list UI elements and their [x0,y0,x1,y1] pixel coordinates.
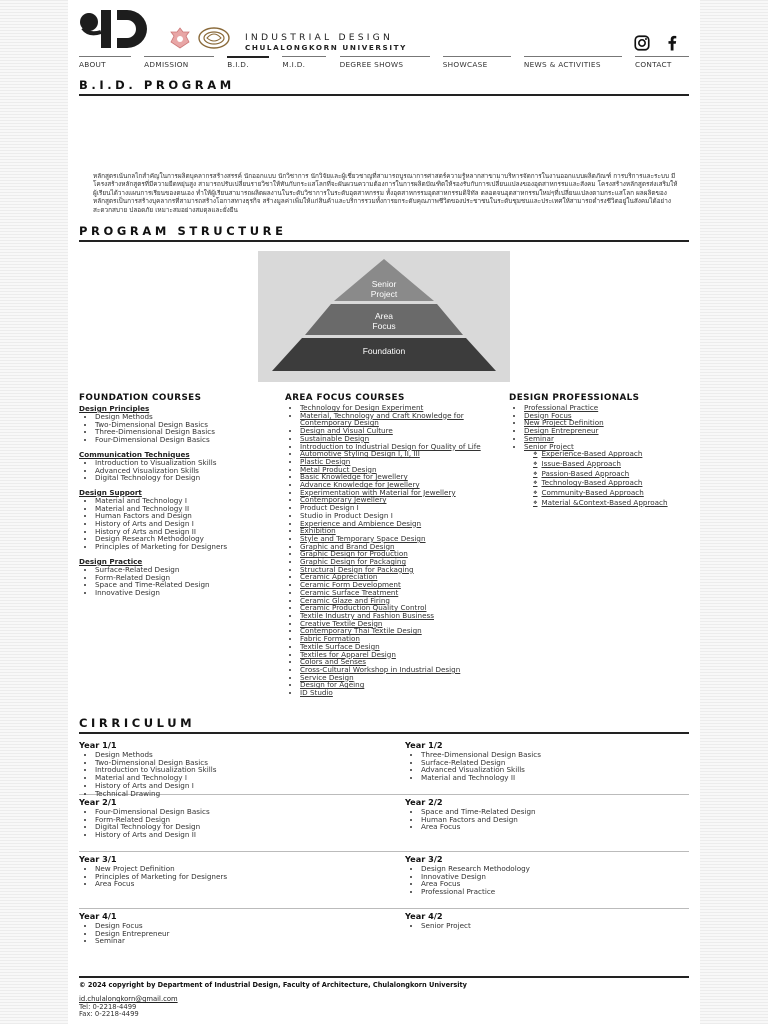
area-course-link[interactable]: • Fabric Formation [300,635,481,643]
course-item: • Design Methods [95,413,279,421]
curriculum-row [79,909,689,965]
course-item: • Advanced Visualization Skills [421,766,705,774]
area-course-link[interactable]: • Ceramic Appreciation [300,573,481,581]
professional-course-link[interactable]: • Professional Practice [524,404,699,412]
course-item: • Introduction to Visualization Skills [95,459,279,467]
semester-block [79,740,379,797]
area-course-link[interactable]: • Sustainable Design [300,435,481,443]
semester-course-list [405,751,705,782]
course-item: • Digital Technology for Design [95,474,279,482]
area-course-link[interactable]: • Graphic Design for Production [300,550,481,558]
semester-block [405,797,705,831]
area-course-link[interactable]: • Textile Industry and Fashion Business [300,612,481,620]
semester-block [79,854,379,888]
pyramid-bottom-label: Foundation [362,346,406,356]
semester-title: Year 3/2 [405,854,443,864]
course-item: • Introduction to Visualization Skills [95,766,379,774]
foundation-group-title: Design Principles [79,404,150,413]
semester-course-list [405,808,705,831]
semester-course-list [405,865,705,896]
professional-course-link[interactable]: • Seminar [524,435,699,443]
course-item: • Three-Dimensional Design Basics [95,428,279,436]
course-item: • Design Methods [95,751,379,759]
nav-item-contact[interactable]: CONTACT [635,56,689,72]
course-item: • Three-Dimensional Design Basics [421,751,705,759]
area-course-link[interactable]: • Textile Surface Design [300,643,481,651]
faculty-emblem-icon [197,26,231,50]
footer [79,976,689,1019]
phone: Tel: 0-2218-4499 [79,1002,137,1011]
area-course-link[interactable]: • Ceramic Surface Treatment [300,589,481,597]
course-item: • Human Factors and Design [95,512,279,520]
course-item: • Advanced Visualization Skills [95,467,279,475]
semester-block [79,797,379,839]
course-item: • Four-Dimensional Design Basics [95,436,279,444]
course-item: • Digital Technology for Design [95,823,379,831]
course-item: • Form-Related Design [95,574,279,582]
nav-item-showcase[interactable]: SHOWCASE [443,56,511,72]
area-course-link[interactable]: • Graphic Design for Packaging [300,558,481,566]
approach-item: ❖ Experience-Based Approach [542,450,699,460]
professionals-column [509,393,699,508]
course-item: • Principles of Marketing for Designers [95,543,279,551]
approach-item: ❖ Passion-Based Approach [542,470,699,480]
course-item: • History of Arts and Design I [95,520,279,528]
university-emblem-icon [167,26,193,50]
semester-course-list [79,808,379,839]
area-course-link: • Studio in Product Design I [300,512,481,520]
semester-course-list [405,922,705,930]
course-item: • History of Arts and Design II [95,831,379,839]
area-course-link[interactable]: • Material, Technology and Craft Knowledge for Contemporary Design [300,412,481,427]
course-item: • Material and Technology II [421,774,705,782]
facebook-icon[interactable] [663,34,681,52]
area-course-link[interactable]: • Contemporary Jewellery [300,496,481,504]
course-item: • History of Arts and Design II [95,528,279,536]
approach-item: ❖ Community-Based Approach [542,489,699,499]
course-item: • Form-Related Design [95,816,379,824]
main-nav [79,56,689,72]
brand-line-1: INDUSTRIAL DESIGN [245,32,394,43]
course-item: • Innovative Design [421,873,705,881]
professionals-title: DESIGN PROFESSIONALS [509,393,640,403]
curriculum-title: CIRRICULUM [79,716,689,734]
area-focus-title: AREA FOCUS COURSES [285,393,405,403]
course-item: • Space and Time-Related Design [421,808,705,816]
email-link[interactable]: id.chulalongkorn@gmail.com [79,995,178,1003]
professional-course-link[interactable]: • Design Entrepreneur [524,427,699,435]
foundation-title: FOUNDATION COURSES [79,393,202,403]
area-course-link[interactable]: • Style and Temporary Space Design [300,535,481,543]
semester-block [405,854,705,896]
area-focus-column [285,393,481,697]
course-item: • Design Research Methodology [95,535,279,543]
semester-course-list [79,751,379,797]
area-course-link[interactable]: • Textiles for Apparel Design [300,651,481,659]
approach-item: ❖ Material &Context-Based Approach [542,499,699,509]
semester-title: Year 4/2 [405,911,443,921]
area-course-link[interactable]: • Ceramic Form Development [300,581,481,589]
foundation-group-list [79,497,279,551]
semester-block [405,911,705,930]
program-description: หลักสูตรเน้นกลไกสำคัญในการผลิตบุคลากรสร้างสรรค์ นักออกแบบ นักวิชาการ นักวิจัยและผู้เชี่ยวชาญที่สามารถบูรณาการศาสตร์ความรู้หลากสาขามาบริหารจัดการในงานออกแบบผลิตภัณฑ์ การบริการและระบบ มีโครงสร้างหลักสูตรที่มีความยืดหยุ่นสูง สามารถปรับเปลี่ยนรายวิชาให้ทันกับกระแสโลกที่จะผันผวนความต้องการในการผลิตบัณฑิตให้รองรับกับการเปลี่ยนแปลงของอุตสาหกรรมและสังคม โครงสร้างหลักสูตรส่งเสริมให้ผู้เรียนได้วางแผนการเรียนของตนเอง ทำให้ผู้เรียนสามารถผลิตผลงานในระดับวิชาการในระดับอุตสาหกรรม ทั้งอุตสาหกรรมอุตสาหกรรมดิจิทัล ตลอดจนอุตสาหกรรมใหม่ๆที่เปลี่ยนแปลงตามกระแสโลก ผลผลิตของหลักสูตรเป็นการสร้างบุคลากรที่สามารถสร้างโอกาสทางธุรกิจ สร้างมูลค่าเพิ่มให้แก่สินค้าและบริการรวมทั้งการยกระดับคุณภาพชีวิตของประชาชนในระดับชุมชนและประเทศให้สามารถดำรงชีวิตอยู่ในสังคมได้อย่างสะดวกสบาย ปลอดภัย เหมาะสมอย่างสมดุลและยั่งยืน [93,172,678,214]
course-item: • New Project Definition [95,865,379,873]
area-course-link[interactable]: • Creative Textile Design [300,620,481,628]
curriculum-row [79,738,689,798]
senior-project-approaches [524,450,699,508]
course-item: • Professional Practice [421,888,705,896]
nav-item-degree-shows[interactable]: DEGREE SHOWS [340,56,430,72]
area-course-link[interactable]: • Structural Design for Packaging [300,566,481,574]
course-item: • Technical Drawing [95,790,379,798]
semester-title: Year 1/2 [405,740,443,750]
semester-course-list [79,865,379,888]
area-course-link[interactable]: • ID Studio [300,689,481,697]
foundation-group-list [79,459,279,482]
brand-line-2: CHULALONGKORN UNIVERSITY [245,43,407,52]
area-course-link[interactable]: • Basic Knowledge for Jewellery [300,473,481,481]
nav-item-news-activities[interactable]: NEWS & ACTIVITIES [524,56,622,72]
program-title: B.I.D. PROGRAM [79,78,689,96]
instagram-icon[interactable] [633,34,651,52]
course-item: • Innovative Design [95,589,279,597]
course-item: • Design Research Methodology [421,865,705,873]
curriculum-grid [79,738,689,965]
course-item: • Senior Project [421,922,705,930]
area-course-link[interactable]: • Exhibition [300,527,481,535]
area-course-link[interactable]: • Plastic Design [300,458,481,466]
foundation-group-title: Design Support [79,487,142,497]
area-course-link[interactable]: • Introduction to Industrial Design for Quality of Life [300,443,481,451]
professional-course-link[interactable]: • Senior Project ❖ Experience-Based Approach ❖ Issue-Based Approach ❖ Passion-Based Approach ❖ Technology-Based Approach ❖ Community-Based Approach ❖ Material &Context-Based Approach [524,443,699,509]
program-pyramid [258,251,510,382]
semester-course-list [79,922,379,945]
page-inner [79,0,689,1024]
semester-title: Year 2/1 [79,797,117,807]
copyright: © 2024 copyright by Department of Industrial Design, Faculty of Architecture, Chulalongkorn University [79,981,467,989]
course-item: • Four-Dimensional Design Basics [95,808,379,816]
area-course-link[interactable]: • Ceramic Glaze and Firing [300,597,481,605]
pyramid-middle-label: Area Focus [372,311,396,331]
course-item: • Area Focus [421,880,705,888]
nav-item-m-i-d[interactable]: M.I.D. [282,56,326,72]
course-item: • Two-Dimensional Design Basics [95,759,379,767]
professional-course-link[interactable]: • New Project Definition [524,419,699,427]
area-course-link[interactable]: • Graphic and Brand Design [300,543,481,551]
course-item: • Space and Time-Related Design [95,581,279,589]
contact-info [79,996,178,1019]
course-item: • Seminar [95,937,379,945]
course-item: • Material and Technology II [95,505,279,513]
area-course-link[interactable]: • Ceramic Production Quality Control [300,604,481,612]
semester-block [79,911,379,945]
approach-item: ❖ Issue-Based Approach [542,460,699,470]
id-logo[interactable] [75,6,159,52]
area-course-link[interactable]: • Advance Knowledge for Jewellery [300,481,481,489]
semester-title: Year 3/1 [79,854,117,864]
id-logo-icon [75,6,159,52]
course-item: • Design Entrepreneur [95,930,379,938]
course-item: • Human Factors and Design [421,816,705,824]
foundation-group-list [79,413,279,444]
nav-item-admission[interactable]: ADMISSION [144,56,214,72]
nav-item-b-i-d[interactable]: B.I.D. [227,56,269,72]
area-course-link[interactable]: • Contemporary Thai Textile Design [300,627,481,635]
area-course-link[interactable]: • Colors and Senses [300,658,481,666]
course-item: • Area Focus [421,823,705,831]
semester-title: Year 4/1 [79,911,117,921]
foundation-column [79,393,279,597]
area-course-link[interactable]: • Automotive Styling Design I, II, III [300,450,481,458]
course-item: • Two-Dimensional Design Basics [95,421,279,429]
social-links [633,34,681,52]
professional-course-link[interactable]: • Design Focus [524,412,699,420]
curriculum-row [79,795,689,852]
foundation-group-list [79,566,279,597]
course-item: • Principles of Marketing for Designers [95,873,379,881]
area-course-link[interactable]: • Technology for Design Experiment [300,404,481,412]
fax: Fax: 0-2218-4499 [79,1010,139,1019]
course-item: • Area Focus [95,880,379,888]
curriculum-row [79,852,689,909]
area-course-link[interactable]: • Metal Product Design [300,466,481,474]
area-course-link[interactable]: • Experience and Ambience Design [300,520,481,528]
area-course-link[interactable]: • Cross-Cultural Workshop in Industrial Design [300,666,481,674]
course-item: • Design Focus [95,922,379,930]
page [68,0,700,1024]
area-course-link[interactable]: • Service Design [300,674,481,682]
area-course-link: • Product Design I [300,504,481,512]
semester-title: Year 2/2 [405,797,443,807]
structure-title: PROGRAM STRUCTURE [79,224,689,242]
nav-item-about[interactable]: ABOUT [79,56,131,72]
approach-item: ❖ Technology-Based Approach [542,479,699,489]
semester-title: Year 1/1 [79,740,117,750]
course-item: • Surface-Related Design [95,566,279,574]
course-item: • Material and Technology I [95,497,279,505]
area-course-link[interactable]: • Design and Visual Culture [300,427,481,435]
course-item: • Material and Technology I [95,774,379,782]
brand-text [245,33,407,52]
area-course-link[interactable]: • Experimentation with Material for Jewellery [300,489,481,497]
course-item: • History of Arts and Design I [95,782,379,790]
foundation-group-title: Communication Techniques [79,449,190,459]
course-item: • Surface-Related Design [421,759,705,767]
area-course-link[interactable]: • Design for Ageing [300,681,481,689]
foundation-group-title: Design Practice [79,556,143,566]
pyramid-top-label: Senior Project [370,279,398,299]
semester-block [405,740,705,782]
